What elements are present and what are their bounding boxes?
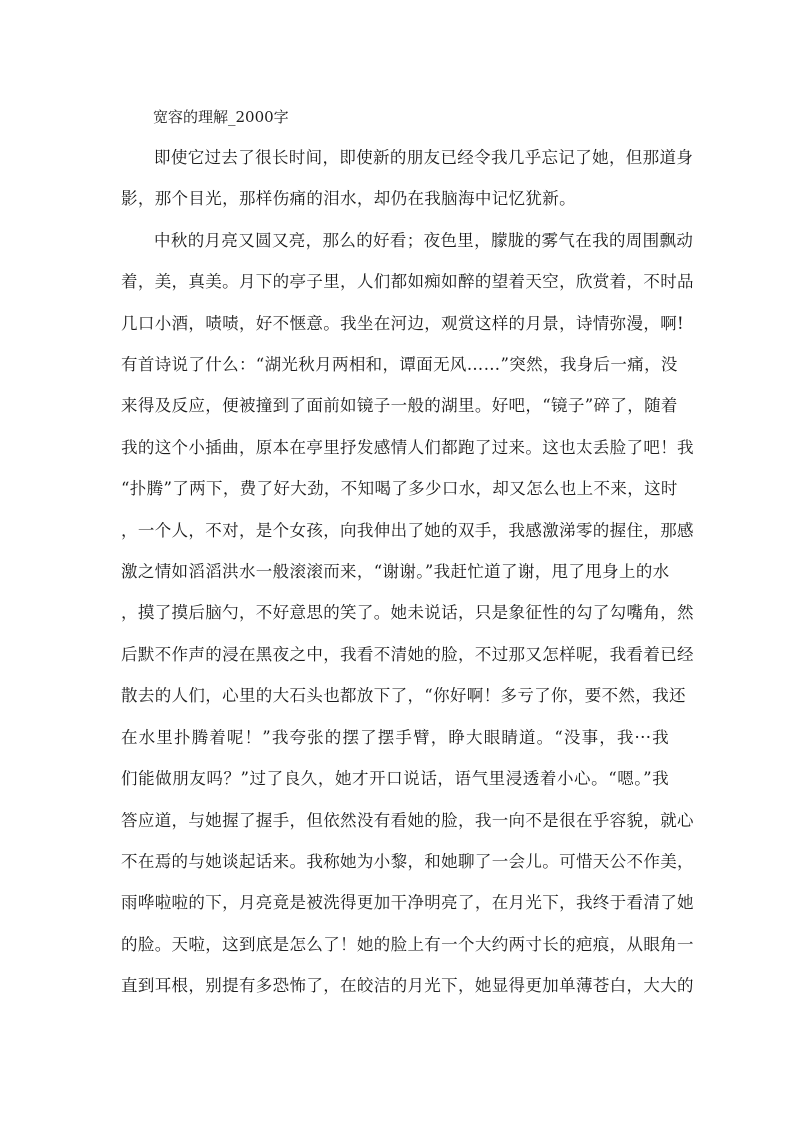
text-line: 影，那个目光，那样伤痛的泪水，却仍在我脑海中记忆犹新。 (121, 189, 576, 209)
text-line: 后默不作声的浸在黑夜之中，我看不清她的脸，不过那又怎样呢，我看着已经 (121, 644, 694, 664)
text-line: 几口小酒，啧啧，好不惬意。我坐在河边，观赏这样的月景，诗情弥漫，啊! (121, 313, 685, 333)
text-line: 我的这个小插曲，原本在亭里抒发感情人们都跑了过来。这也太丢脸了吧！我 (121, 437, 694, 457)
text-line: “扑腾”了两下，费了好大劲，不知喝了多少口水，却又怎么也上不来，这时 (121, 479, 678, 499)
text-line: ，一个人，不对，是个女孩，向我伸出了她的双手，我感激涕零的握住，那感 (121, 520, 694, 540)
text-line: 着，美，真美。月下的亭子里，人们都如痴如醉的望着天空，欣赏着，不时品 (121, 272, 694, 292)
paragraph-2 (121, 220, 694, 1007)
text-line: 答应道，与她握了握手，但依然没有看她的脸，我一向不是很在乎容貌，就心 (121, 810, 694, 830)
text-line: 直到耳根，别提有多恐怖了，在皎洁的月光下，她显得更加单薄苍白，大大的 (121, 976, 694, 996)
text-line: 中秋的月亮又圆又亮，那么的好看；夜色里，朦胧的雾气在我的周围飘动 (154, 230, 694, 250)
text-line: 在水里扑腾着呢！”我夸张的摆了摆手臂，睁大眼睛道。“没事，我···我 (121, 727, 669, 747)
text-line: 即使它过去了很长时间，即使新的朋友已经令我几乎忘记了她，但那道身 (154, 148, 694, 167)
text-line: 不在焉的与她谈起话来。我称她为小黎，和她聊了一会儿。可惜天公不作美， (121, 851, 694, 871)
text-line: 的脸。天啦，这到底是怎么了！她的脸上有一个大约两寸长的疤痕，从眼角一 (121, 934, 694, 954)
text-line: 散去的人们，心里的大石头也都放下了，“你好啊！多亏了你，要不然，我还 (121, 686, 686, 706)
text-line: ，摸了摸后脑勺，不好意思的笑了。她未说话，只是象征性的勾了勾嘴角，然 (121, 603, 694, 623)
document-page (121, 97, 694, 1007)
text-line: 有首诗说了什么：“湖光秋月两相和，谭面无风……”突然，我身后一痛，没 (121, 355, 678, 375)
text-line: 雨哗啦啦的下，月亮竟是被洗得更加干净明亮了，在月光下，我终于看清了她 (121, 893, 694, 913)
document-title: 宽容的理解_2000字 (153, 108, 289, 126)
text-line: 来得及反应，便被撞到了面前如镜子一般的湖里。好吧，“镜子”碎了，随着 (121, 396, 678, 416)
text-line: 们能做朋友吗？”过了良久，她才开口说话，语气里浸透着小心。“嗯。”我 (121, 769, 669, 789)
paragraph-1 (121, 137, 694, 220)
text-line: 激之情如滔滔洪水一般滚滚而来，“谢谢。”我赶忙道了谢，甩了甩身上的水 (121, 562, 670, 582)
